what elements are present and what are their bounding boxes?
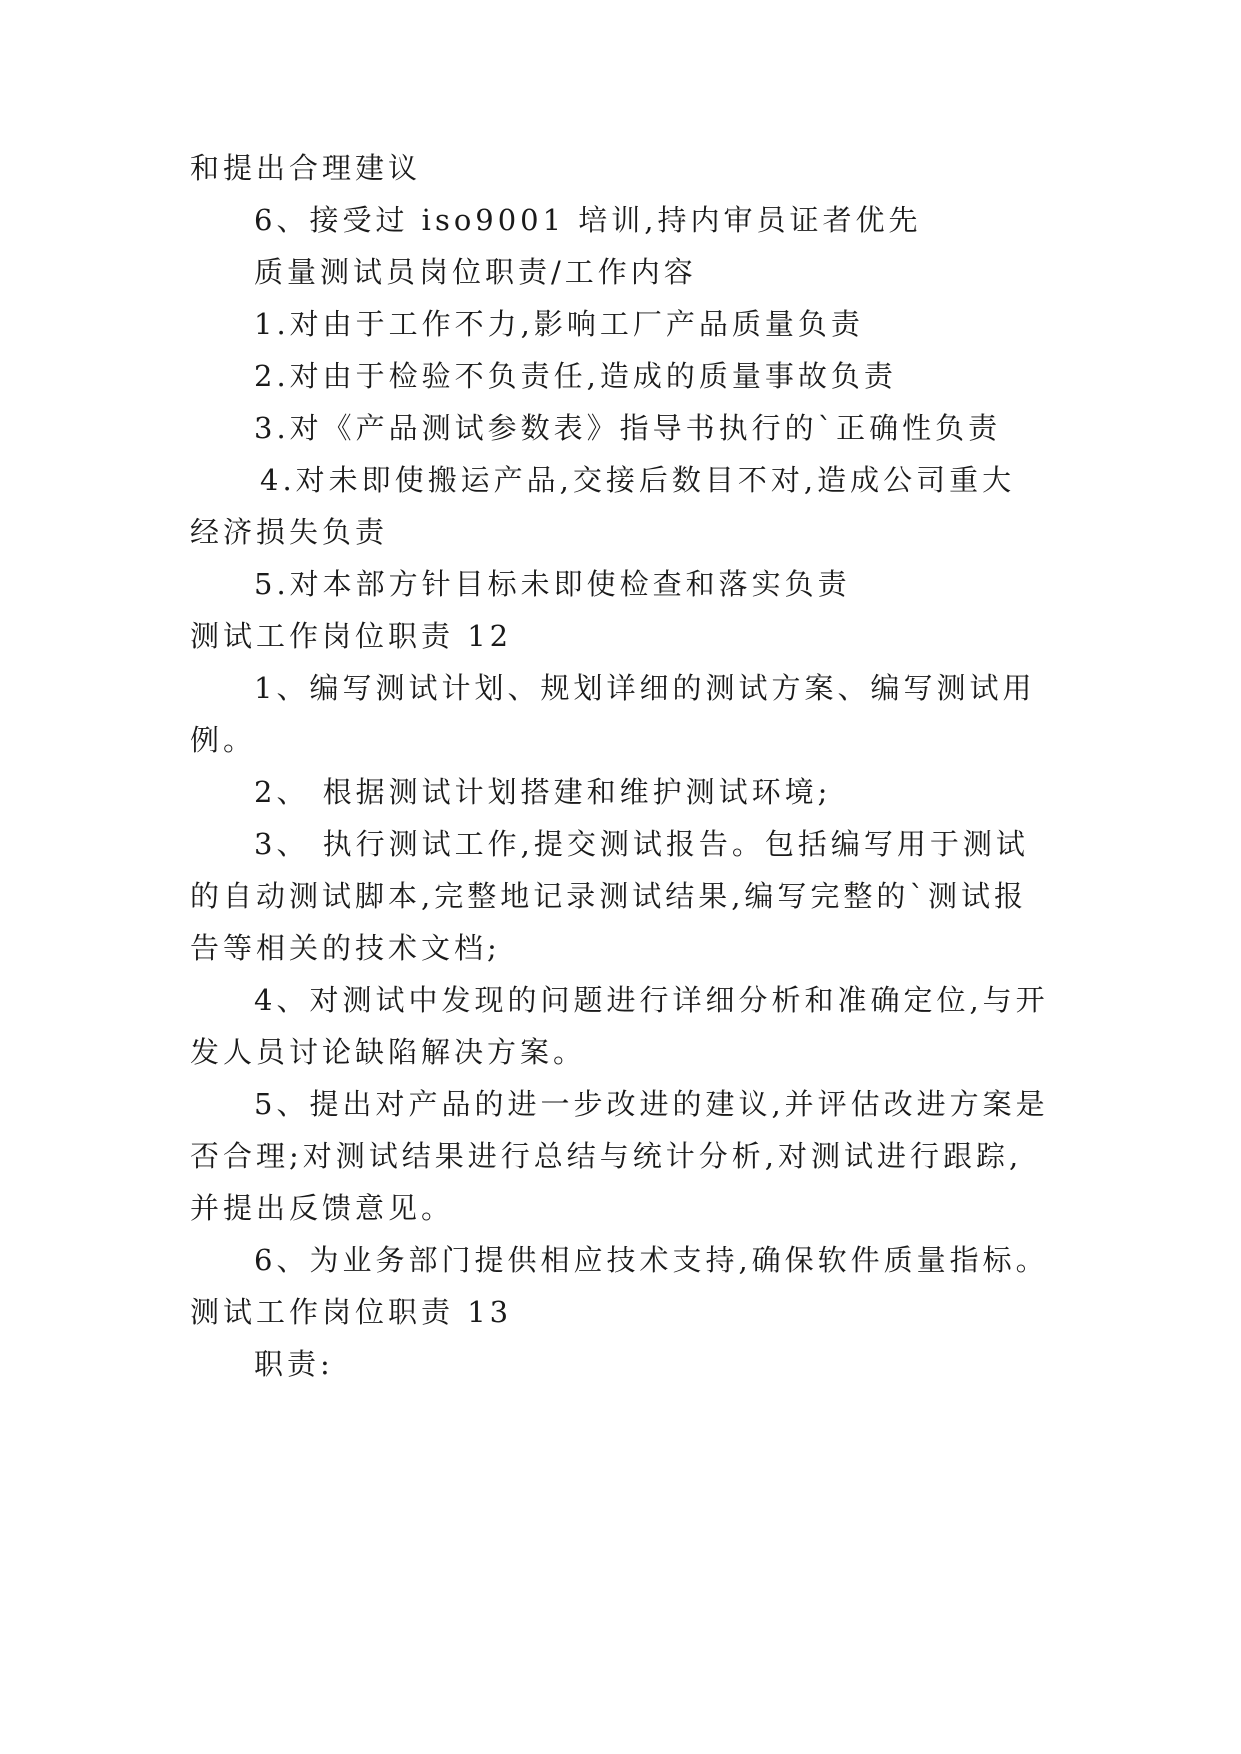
text-line: 2.对由于检验不负责任,造成的质量事故负责 — [254, 359, 897, 393]
text-line: 并提出反馈意见。 — [190, 1191, 455, 1225]
text-line: 5.对本部方针目标未即使检查和落实负责 — [254, 567, 851, 601]
text-line: 6、接受过 iso9001 培训,持内审员证者优先 — [254, 203, 922, 237]
text-line: 告等相关的技术文档; — [190, 931, 501, 965]
text-line: 职责: — [254, 1347, 334, 1381]
text-line: 5、提出对产品的进一步改进的建议,并评估改进方案是 — [254, 1087, 1049, 1121]
text-line: 6、为业务部门提供相应技术支持,确保软件质量指标。 — [254, 1243, 1049, 1277]
text-line: 的自动测试脚本,完整地记录测试结果,编写完整的`测试报 — [190, 879, 1027, 913]
text-line: 1、编写测试计划、规划详细的测试方案、编写测试用 — [254, 671, 1036, 705]
text-line: 3.对《产品测试参数表》指导书执行的`正确性负责 — [254, 411, 1002, 445]
text-line: 1.对由于工作不力,影响工厂产品质量负责 — [254, 307, 864, 341]
text-line: 和提出合理建议 — [190, 151, 422, 185]
text-line: 4、对测试中发现的问题进行详细分析和准确定位,与开 — [254, 983, 1049, 1017]
text-line: 经济损失负责 — [190, 515, 389, 549]
text-line: 2、 根据测试计划搭建和维护测试环境; — [254, 775, 832, 809]
text-line: 3、 执行测试工作,提交测试报告。包括编写用于测试 — [254, 827, 1029, 861]
text-line: 否合理;对测试结果进行总结与统计分析,对测试进行跟踪, — [190, 1139, 1023, 1173]
section-heading: 测试工作岗位职责 12 — [190, 619, 513, 653]
text-line: 发人员讨论缺陷解决方案。 — [190, 1035, 587, 1069]
section-heading: 测试工作岗位职责 13 — [190, 1295, 513, 1329]
text-line: 例。 — [190, 723, 257, 757]
section-subheading: 质量测试员岗位职责/工作内容 — [254, 255, 697, 289]
text-line: 4.对未即使搬运产品,交接后数目不对,造成公司重大 — [260, 463, 1016, 497]
